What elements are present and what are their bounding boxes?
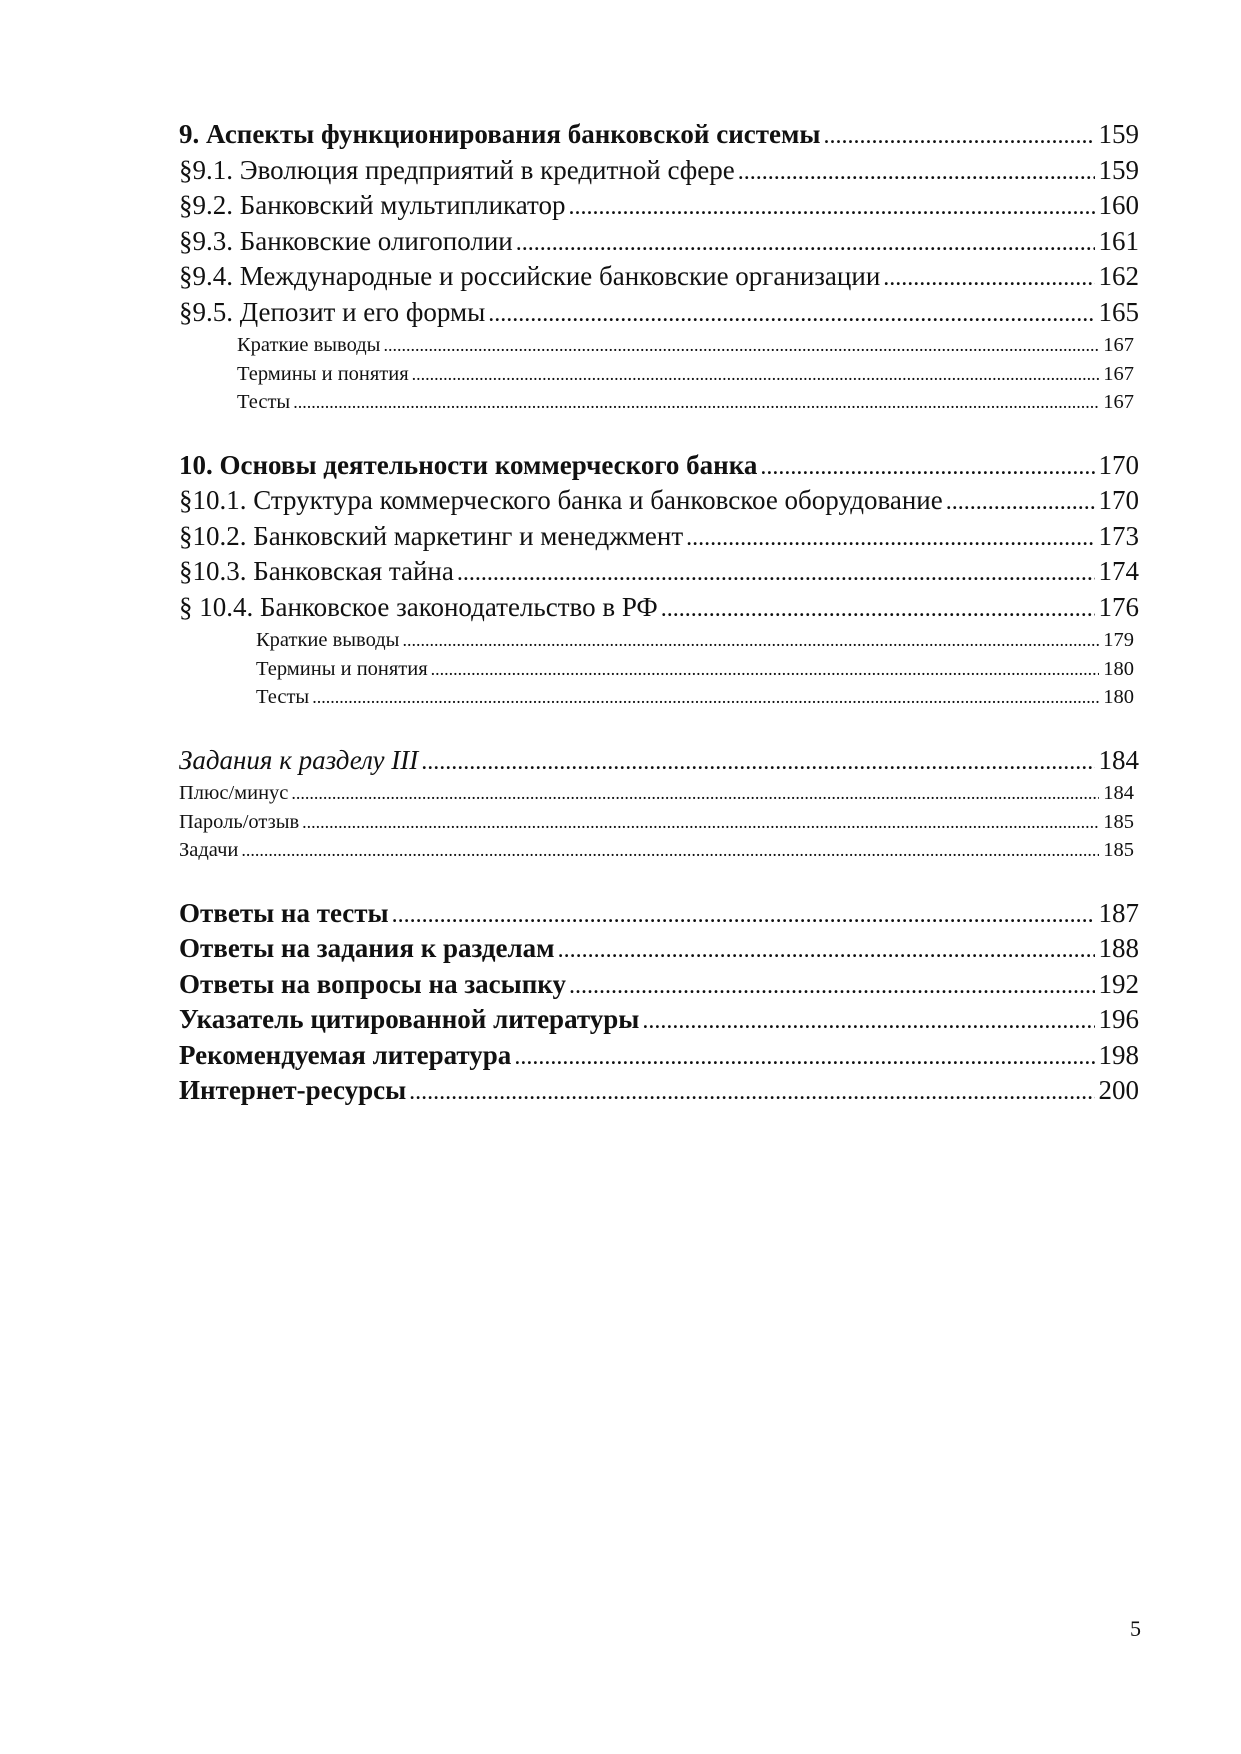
toc-extra-entry[interactable]	[179, 655, 1134, 684]
toc-leader-dots	[642, 1005, 1094, 1039]
toc-page-number: 176	[1098, 591, 1139, 622]
toc-page-number: 192	[1098, 968, 1139, 999]
toc-entry-title: Рекомендуемая литература	[179, 1039, 512, 1070]
toc-entry-title: Ответы на задания к разделам	[179, 933, 555, 963]
toc-leader-dots	[661, 593, 1095, 627]
toc-entry-title: Задачи	[179, 839, 239, 861]
toc-leader-dots	[823, 120, 1094, 154]
toc-leader-dots	[514, 1041, 1094, 1075]
toc-leader-dots	[516, 227, 1095, 261]
toc-entry-title: §9.5. Депозит и его формы	[179, 296, 486, 327]
toc-leader-dots	[457, 557, 1095, 591]
toc-leader-dots	[569, 191, 1095, 225]
toc-page-number: 174	[1098, 556, 1139, 586]
toc-entry-title: Указатель цитированной литературы	[179, 1004, 640, 1034]
toc-page-number: 187	[1098, 897, 1139, 928]
toc-section-entry[interactable]	[179, 484, 1139, 520]
toc-page-number: 167	[1103, 391, 1134, 413]
toc-entry-title: Термины и понятия	[237, 362, 409, 385]
toc-leader-dots	[312, 683, 1099, 712]
toc-section-entry[interactable]	[179, 189, 1139, 225]
toc-appendix-entry[interactable]	[179, 932, 1139, 968]
toc-entry-title: Ответы на тесты	[179, 897, 389, 928]
page-number: 5	[1130, 1616, 1141, 1641]
toc-entry-title: Интернет-ресурсы	[179, 1075, 407, 1105]
toc-leader-dots	[241, 836, 1099, 865]
toc-leader-dots	[392, 899, 1095, 933]
toc-leader-dots	[412, 360, 1100, 389]
toc-appendix-entry[interactable]	[179, 968, 1139, 1004]
toc-task-entry[interactable]	[179, 779, 1134, 808]
toc-entry-title: 9. Аспекты функционирования банковской системы	[179, 119, 821, 149]
table-of-contents	[179, 118, 1139, 1142]
toc-chapter-10	[179, 449, 1139, 712]
toc-extra-entry[interactable]	[179, 683, 1134, 712]
toc-page-number: 185	[1103, 810, 1134, 833]
toc-leader-dots	[488, 298, 1094, 332]
toc-entry-title: Задания к разделу III	[179, 744, 419, 775]
toc-entry-title: §10.2. Банковский маркетинг и менеджмент	[179, 520, 684, 551]
toc-section-entry[interactable]	[179, 296, 1139, 332]
toc-leader-dots	[946, 486, 1095, 520]
toc-leader-dots	[686, 522, 1094, 556]
toc-section-entry[interactable]	[179, 260, 1139, 296]
toc-leader-dots	[883, 262, 1094, 296]
toc-task-entry[interactable]	[179, 808, 1134, 837]
toc-page-number: 184	[1098, 744, 1139, 775]
toc-entry-title: Плюс/минус	[179, 782, 289, 804]
toc-entry-title: §10.1. Структура коммерческого банка и банковское оборудование	[179, 485, 943, 515]
toc-leader-dots	[421, 746, 1094, 780]
toc-leader-dots	[409, 1076, 1094, 1110]
toc-leader-dots	[293, 388, 1099, 417]
toc-tasks-section	[179, 744, 1139, 865]
toc-page-number: 170	[1098, 485, 1139, 515]
toc-entry-title: Ответы на вопросы на засыпку	[179, 968, 566, 999]
toc-page-number: 173	[1098, 520, 1139, 551]
toc-page-number: 198	[1098, 1039, 1139, 1070]
toc-page-number: 170	[1098, 449, 1139, 480]
toc-page-number: 159	[1098, 119, 1139, 149]
toc-leader-dots	[558, 934, 1095, 968]
toc-entry-title: Тесты	[237, 391, 291, 413]
toc-section-entry[interactable]	[179, 591, 1139, 627]
toc-entry-title: §10.3. Банковская тайна	[179, 556, 454, 586]
toc-entry-title: Пароль/отзыв	[179, 810, 300, 833]
toc-page-number: 179	[1103, 629, 1134, 651]
toc-leader-dots	[302, 808, 1099, 837]
toc-page-number: 184	[1103, 782, 1134, 804]
toc-appendix-entry[interactable]	[179, 897, 1139, 933]
toc-chapter-heading[interactable]	[179, 118, 1139, 154]
toc-page-number: 188	[1098, 933, 1139, 963]
toc-page-number: 185	[1103, 839, 1134, 861]
toc-page-number: 200	[1098, 1075, 1139, 1105]
toc-extra-entry[interactable]	[179, 360, 1134, 389]
toc-leader-dots	[383, 331, 1099, 360]
toc-appendix-section	[179, 897, 1139, 1110]
toc-entry-title: Термины и понятия	[256, 657, 428, 680]
toc-appendix-entry[interactable]	[179, 1003, 1139, 1039]
toc-task-entry[interactable]	[179, 836, 1134, 865]
toc-leader-dots	[760, 451, 1094, 485]
toc-entry-title: §9.2. Банковский мультипликатор	[179, 190, 566, 220]
toc-appendix-entry[interactable]	[179, 1074, 1139, 1110]
toc-page-number: 180	[1103, 657, 1134, 680]
toc-page-number: 161	[1098, 225, 1139, 256]
toc-page-number: 167	[1103, 362, 1134, 385]
toc-entry-title: §9.4. Международные и российские банковские организации	[179, 261, 881, 291]
toc-entry-title: Тесты	[256, 686, 310, 708]
toc-leader-dots	[431, 655, 1100, 684]
toc-chapter-9	[179, 118, 1139, 417]
toc-extra-entry[interactable]	[179, 331, 1134, 360]
toc-section-entry[interactable]	[179, 555, 1139, 591]
toc-extra-entry[interactable]	[179, 388, 1134, 417]
toc-entry-title: §9.3. Банковские олигополии	[179, 225, 513, 256]
toc-entry-title: Краткие выводы	[256, 629, 400, 651]
toc-tasks-heading[interactable]	[179, 744, 1139, 780]
toc-page-number: 159	[1098, 154, 1139, 185]
toc-chapter-heading[interactable]	[179, 449, 1139, 485]
toc-page-number: 196	[1098, 1004, 1139, 1034]
toc-entry-title: §9.1. Эволюция предприятий в кредитной сфере	[179, 154, 735, 185]
toc-appendix-entry[interactable]	[179, 1039, 1139, 1075]
toc-leader-dots	[291, 779, 1099, 808]
toc-leader-dots	[569, 970, 1095, 1004]
toc-page-number: 165	[1098, 296, 1139, 327]
toc-page-number: 180	[1103, 686, 1134, 708]
toc-section-entry[interactable]	[179, 225, 1139, 261]
toc-section-entry[interactable]	[179, 520, 1139, 556]
toc-page-number: 167	[1103, 334, 1134, 356]
toc-section-entry[interactable]	[179, 154, 1139, 190]
toc-extra-entry[interactable]	[179, 626, 1134, 655]
toc-entry-title: Краткие выводы	[237, 334, 381, 356]
toc-entry-title: § 10.4. Банковское законодательство в РФ	[179, 591, 658, 622]
toc-entry-title: 10. Основы деятельности коммерческого банка	[179, 449, 758, 480]
toc-leader-dots	[402, 626, 1099, 655]
toc-leader-dots	[738, 156, 1095, 190]
toc-page-number: 160	[1098, 190, 1139, 220]
toc-page-number: 162	[1098, 261, 1139, 291]
